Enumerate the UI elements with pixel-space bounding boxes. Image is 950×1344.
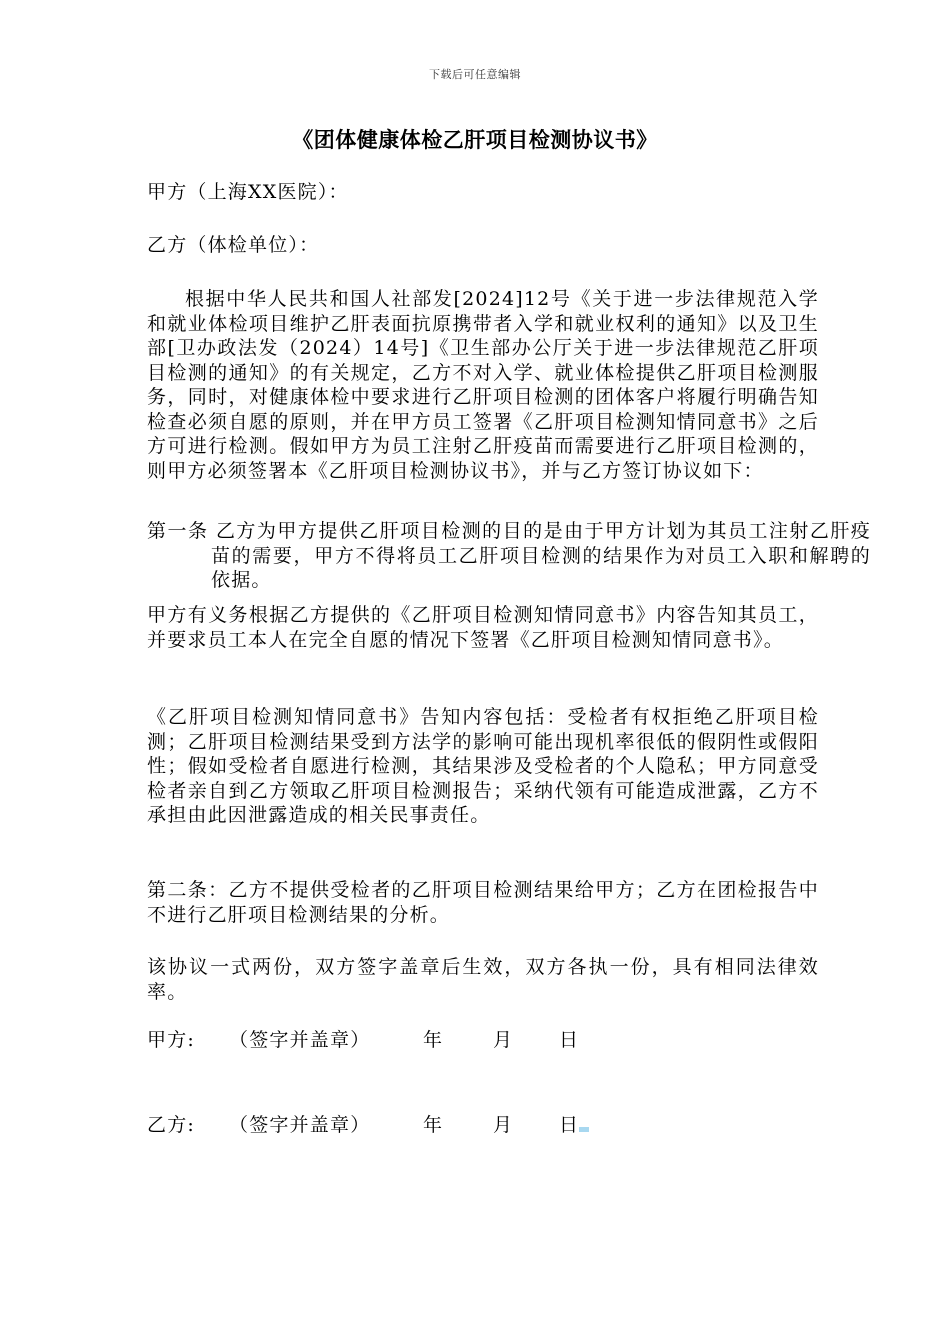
header-note: 下载后可任意编辑 xyxy=(429,68,521,81)
signature-party-label: 乙方: xyxy=(147,1114,196,1136)
article-one: 第一条 乙方为甲方提供乙肝项目检测的目的是由于甲方计划为其员工注射乙肝疫苗的需要，甲方不得将员工乙肝项目检测的结果作为对员工入职和解聘的依据。 xyxy=(147,520,871,591)
signature-year-label: 年 xyxy=(423,1029,444,1051)
signature-note: （签字并盖章） xyxy=(229,1114,371,1136)
signature-month-label: 月 xyxy=(493,1029,514,1051)
signature-month-label: 月 xyxy=(493,1114,514,1136)
consent-content-paragraph: 《乙肝项目检测知情同意书》告知内容包括：受检者有权拒绝乙肝项目检测；乙肝项目检测结果受到方法学的影响可能出现机率很低的假阴性或假阳性；假如受检者自愿进行检测，其结果涉及受检者的个人隐私；甲方同意受检者亲自到乙方领取乙肝项目检测报告；采纳代领有可能造成泄露，乙方不承担由此因泄露造成的相关民事责任。 xyxy=(147,706,819,826)
text-cursor-mark xyxy=(579,1127,589,1132)
validity-paragraph: 该协议一式两份，双方签字盖章后生效，双方各执一份，具有相同法律效率。 xyxy=(147,956,819,1003)
signature-year-label: 年 xyxy=(423,1114,444,1136)
consent-obligation-paragraph: 甲方有义务根据乙方提供的《乙肝项目检测知情同意书》内容告知其员工，并要求员工本人在完全自愿的情况下签署《乙肝项目检测知情同意书》。 xyxy=(147,604,819,651)
party-a-line: 甲方（上海XX医院）： xyxy=(147,181,349,203)
document-title: 《团体健康体检乙肝项目检测协议书》 xyxy=(292,127,658,152)
signature-note: （签字并盖章） xyxy=(229,1029,371,1051)
article-two: 第二条：乙方不提供受检者的乙肝项目检测结果给甲方；乙方在团检报告中不进行乙肝项目检测结果的分析。 xyxy=(147,879,819,926)
signature-day-label: 日 xyxy=(559,1114,580,1136)
intro-paragraph: 根据中华人民共和国人社部发[2024]12号《关于进一步法律规范入学和就业体检项目维护乙肝表面抗原携带者入学和就业权利的通知》以及卫生部[卫办政法发（2024）14号]《卫生部办公厅关于进一步法律规范乙肝项目检测的通知》的有关规定，乙方不对入学、就业体检提供乙肝项目检测服务，同时，对健康体检中要求进行乙肝项目检测的团体客户将履行明确告知检查必须自愿的原则，并在甲方员工签署《乙肝项目检测知情同意书》之后方可进行检测。假如甲方为员工注射乙肝疫苗而需要进行乙肝项目检测的，则甲方必须签署本《乙肝项目检测协议书》，并与乙方签订协议如下： xyxy=(147,288,819,482)
signature-party-label: 甲方: xyxy=(147,1029,196,1051)
party-b-line: 乙方（体检单位）： xyxy=(147,234,320,256)
signature-day-label: 日 xyxy=(559,1029,580,1051)
